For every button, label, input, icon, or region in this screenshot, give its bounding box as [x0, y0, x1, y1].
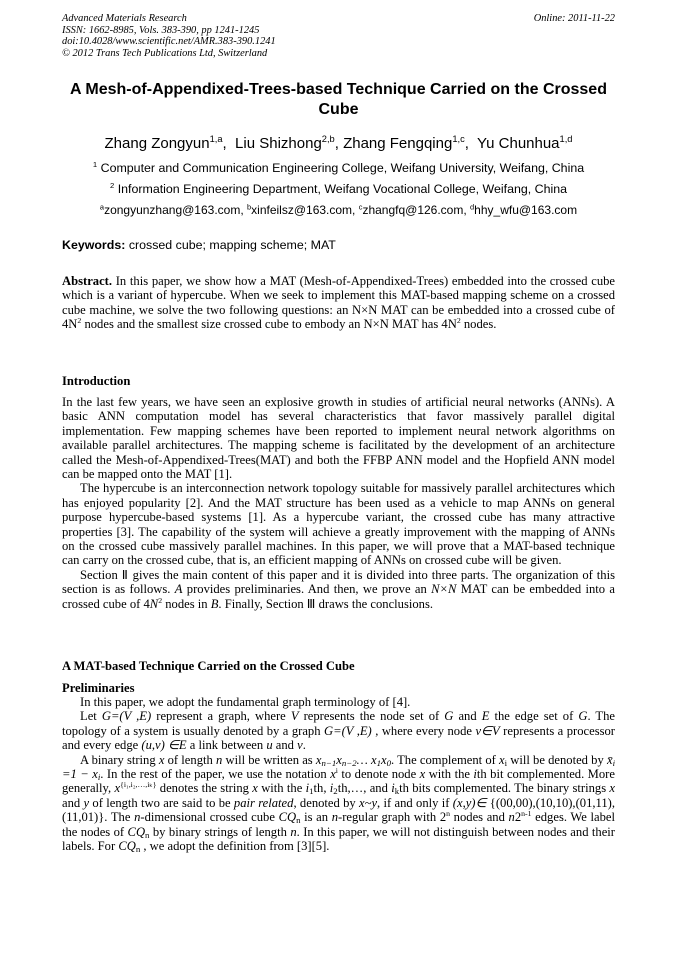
issn-line: ISSN: 1662-8985, Vols. 383-390, pp 1241-1245 — [62, 24, 260, 36]
author: Yu Chunhua$^{1,d}$ — [476, 134, 573, 152]
subsection-heading: Preliminaries — [62, 681, 135, 695]
journal-header — [62, 13, 615, 59]
email[interactable]: xinfeilsz@163.com — [251, 203, 353, 217]
keywords: Keywords: crossed cube; mapping scheme; MAT — [62, 238, 336, 252]
copyright-line: © 2012 Trans Tech Publications Ltd, Switzerland — [62, 47, 268, 59]
paragraph: Section Ⅱ gives the main content of this paper and it is divided into three parts. The organization of this section is as follows. A provides preliminaries. And then, we prove an N×N MAT can be embedded into a crossed cube of $4N^2$ nodes in B. Finally, Section Ⅲ draws the conclusions. — [62, 567, 615, 611]
email[interactable]: hhy_wfu@163.com — [474, 203, 578, 217]
paragraph: The hypercube is an interconnection network topology suitable for massively parallel architectures which has enjoyed popularity [2]. And the MAT structure has been used as a vehicle to map ANNs on general purpose hypercube-based systems [1]. As a hypercube variant, the crossed cube has many attractive properties [3]. The capability of the system will achieve a greatly improvement with the mapping of ANNs on the crossed cube massively parallel machines. In this paper, we will prove that a MAT-based technique can carry on the crossed cube, that is, an efficient mapping of ANNs on crossed cube will be given. — [62, 481, 615, 568]
email-list: $^a$zongyunzhang@163.com, $^b$xinfeilsz@163.com, $^c$zhangfq@126.com, $^d$hhy_wfu@163.com — [99, 202, 578, 217]
email[interactable]: zongyunzhang@163.com — [104, 203, 241, 217]
doi-line: doi:10.4028/www.scientific.net/AMR.383-390.1241 — [62, 36, 276, 48]
email[interactable]: zhangfq@126.com — [362, 203, 464, 217]
paper-title: A Mesh-of-Appendixed-Trees-based Technique Carried on the Crossed Cube — [70, 81, 607, 118]
paragraph: Let G=(V ,E) represent a graph, where V represents the node set of G and E the edge set of G. The topology of a system is usually denoted by a graph G=(V ,E) , where every node v∈V represents a processor and every edge (u,v) ∈E a link between u and v. — [62, 709, 616, 753]
journal-name: Advanced Materials Research — [62, 13, 187, 24]
preliminaries-body — [62, 695, 615, 853]
affiliation-2: $^2$ Information Engineering Department, Weifang Vocational College, Weifang, China — [109, 181, 568, 196]
abstract: Abstract. In this paper, we show how a MAT (Mesh-of-Appendixed-Trees) embedded into the crossed cube which is a variant of hypercube. When we seek to implement this MAT-based mapping scheme on a crossed cube machine, we solve the two following questions: an N×N MAT can be embedded into a crossed cube of $4N^2$ nodes and the smallest size crossed cube to embody an N×N MAT has $4N^2$ nodes. — [62, 274, 615, 332]
online-date: Online: 2011-11-22 — [533, 13, 615, 24]
introduction-heading: Introduction — [62, 374, 131, 388]
author: Zhang Fengqing$^{1,c}$ — [343, 134, 465, 152]
author: Zhang Zongyun$^{1,a}$ — [104, 134, 223, 152]
paragraph: In this paper, we adopt the fundamental graph terminology of [4]. — [80, 695, 411, 709]
author-list: Zhang Zongyun$^{1,a}$, Liu Shizhong$^{2,b}$, Zhang Fengqing$^{1,c}$, Yu Chunhua$^{1,d}$ — [104, 134, 573, 152]
paragraph: A binary string x of length n will be written as $x_{n-1}x_{n-2}\dots$ $x_1x_0$. The complement of $x_i$ will be denoted by $x̄_i =1 - x_i$. In the rest of the paper, we use the notation $x^i$ to denote node x with the ith bit complemented. More generally, $x^{\{i_1,i_2,\dots,i_k\}}$ denotes the string x with the $i_1th$, $i_2th,\dots$, and $i_kth$ bits complemented. The binary strings x and y of length two are said to be pair related, denoted by x~y, if and only if (x,y)∈ {(00,00),(10,10),(01,11),(11,01)}. The n-dimensional crossed cube $CQ_n$ is an n-regular graph with 2$^n$ nodes and n2$^{n-1}$ edges. We label the nodes of $CQ_n$ by binary strings of length n. In this paper, we will not distinguish between nodes and their labels. For $CQ_n$ , we adopt the definition from [3][5]. — [62, 752, 616, 855]
author: Liu Shizhong$^{2,b}$ — [235, 134, 335, 152]
section-heading: A MAT-based Technique Carried on the Crossed Cube — [62, 659, 355, 673]
paragraph: In the last few years, we have seen an explosive growth in studies of artificial neural networks (ANNs). A basic ANN computation model has several characteristics that favor massively parallel digital implementation. Few mapping schemes have been reported to implement neural network algorithms on available parallel architectures. The mapping scheme is facilitated by the development of an architecture called the Mesh-of-Appendixed-Trees(MAT) and both the FFBP ANN model and the Hopfield ANN model can be mapped onto the MAT [1]. — [62, 395, 615, 482]
affiliation-1: $^1$ Computer and Communication Engineering College, Weifang University, Weifang, China — [92, 160, 585, 175]
introduction-body — [62, 395, 615, 611]
